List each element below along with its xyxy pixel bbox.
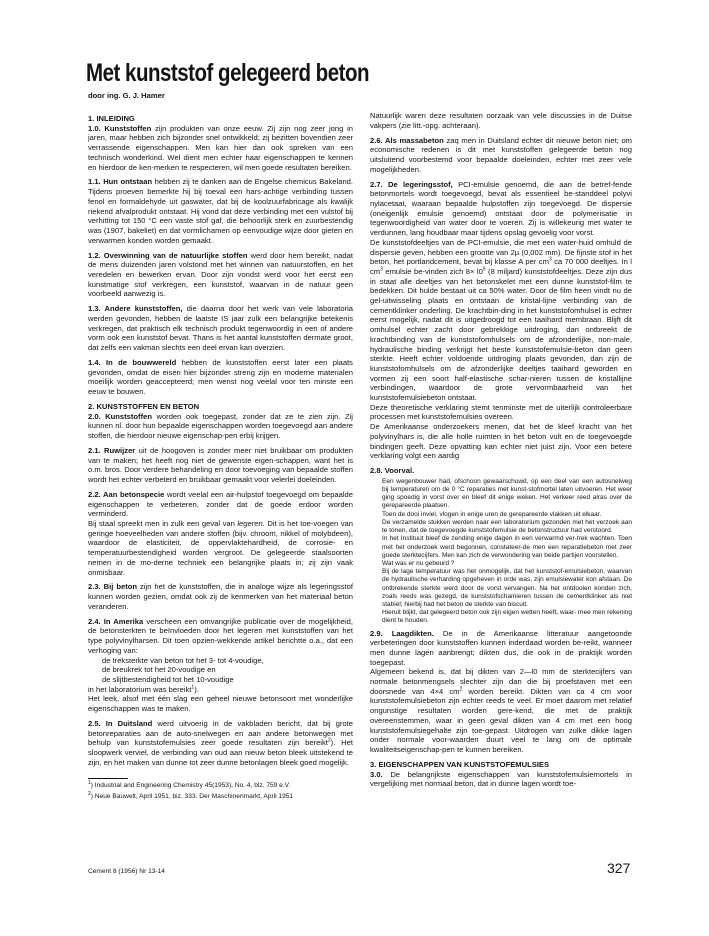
paragraph-lead: 2.8. Voorval. [370,466,415,476]
section-heading-1: 1. INLEIDING [88,114,135,123]
paragraph-lead: 2.2. Aan betonspecie [88,489,165,499]
article-author: door ing. G. J. Hamer [88,91,165,100]
right-column [370,111,632,789]
footnote-number: 1 [88,780,91,787]
paragraph-text: worden bereikt. Dikten van ca 4 cm voor kunststofemulsiebeton zijn echter reeds te veel. Er moet daarom met relatief ongunstige resultaten worden gere-kend, die met de praktijk overeenstemmen, waar in geen geval dikten van 4 cm met een hoog kunststofemulsiegehalte zijn toe-gepast. Uitdrogen van zulke dikke lagen onder normale voor-waarden duurt veel te lang om de optimale kwaliteitseigenschap-pen te kunnen bereiken. [370,686,633,754]
paragraph-2-7 [370,180,632,238]
paragraph-lead: 2.0. Kunststoffen [88,411,152,421]
paragraph-text: PCI-emulsie genoemd, die aan de betref-fende betonmortels wordt toegevoegd, bevat als essentieel be-standdeel polyvi nylacetaat, waaraan bepaalde hulpstoffen zijn toegevoegd. De dispersie (oneigenlijk emulsie genoemd) ontstaat door de polymerisatie in tegenwoordigheid van water door te voeren. Zij is willekeurig met water te verdunnen, lang houdbaar maar tijdens opslag gevoelig voor vorst. [370,179,632,238]
paragraph-lead: 2.7. De legeringsstof, [370,179,453,189]
paragraph-2-9 [370,629,632,668]
footnote-number: 2 [88,791,91,798]
journal-citation: Cement 8 (1956) Nr 13-14 [88,868,165,875]
anecdote-line: Toen de dooi inviel, vlogen in enige uren de gerepareerde vlakken uit elkaar. [382,510,602,518]
paragraph-lead: 2.3. Bij beton [88,582,138,592]
paragraph-text: emulsie be-vinden zich 8× l0 [382,266,483,276]
paragraph-text: ). [194,684,199,694]
superscript: 2 [459,686,463,693]
list-item: de treksterkte van beton tot het 3- tot 4-voudige, [102,655,264,665]
paragraph-lead: 1.3. Andere kunststoffen, [88,304,183,314]
paragraph-text: De in de Amerikaanse litteratuur aangetoonde verbeteringen door kunststoffen kunnen inderdaad worden be-reikt, wanneer men dunne lagen aanbrengt; dikten dus, die ook in de praktijk worden toegepast. [370,628,632,667]
paragraph-2-1 [88,446,353,485]
footnote-text: ) Industrial and Engineering Chemistry 45(1953), No. 4, blz. 759 e.V. [90,782,291,790]
superscript: 9 [482,266,486,273]
paragraph-2-8 [370,466,632,476]
emphasis-text: legeren. [237,519,265,529]
paragraph-text: (8 miljard) kunststofdeeltjes. Deze zijn dus in staat alle deeltjes van het betonskelet met een dunne kunststof-film te bedekken. Dit hulde bestaat uit ca 50% water. Door de film heen vindt nu de gel-uitwisseling plaats en ontstaan de kristal-lijne verbinding van de cementklinker onderling. De krachtbin-ding in het kunststofomhulsel is echter eerst mogelijk, nadat dit is uitgedroogd tot een taaihard membraan. Blijft dit omhulsel echter zacht door gebrekkige uitdroging, dan ontbreekt de krachtbinding van de kunststofomhulsels om de afzonderlijke, non-male, hydraulische binding verkrijgt het beste kunststofemulsie-beton dan geen sterkte. Heeft echter voldoende uitdroging plaats gevonden, dan zijn de kunststofomhulsels om de afzonderlijke deeltjes taaihard geworden en vormen zij een soort half-elastische schar-nieren tussen de kristallijne verbindingen, waardoor de grote vervormbaarheid van het kunststofemulsiebeton ontstaat. [370,266,633,403]
footnote-text: ) Neue Bauwelt, April 1951, biz. 333. Der Maschinenmarkt, April 1951 [90,793,294,801]
paragraph-lead: 2.9. Laagdikten. [370,628,434,638]
paragraph-text: Dit is het toe-voegen van geringe hoeveelheden van andere stoffen (bijv. chroom, nikkel of molybdeen), waardoor de elasticiteit, de oppervlaktehardheid, de corrosie- en temperatuurbestendigheid worden vergroot. De gelegeerde staalsoorten nemen in de mo-derne techniek een belangrijke plaats in; zij zijn vaak onmisbaar. [88,519,353,577]
article-title: Met kunststof gelegeerd beton [86,59,370,87]
paragraph-2-7-c: Deze theoretische verklaring stemt tenminste met de uiterlijk controleerbare processen met kunststofemulsies overeen. [370,402,632,422]
paragraph-text: uit de hoogoven is zonder meer niet bruikbaar om produkten van te maken; het heeft nog niet de gewenste eigen-schappen, want het is o.m. bros. Door verdere behandeling en door toevoeging van bepaalde stoffen wordt het echter verbeterd en bruikbaar gemaakt voor velerlei doeleinden. [88,445,353,485]
paragraph-text: verscheen een omvangrijke publicatie over de mogelijkheid, de betonsterkten te beïnvloeden door het legeren met kunststoffen van het type polyvinylharsen. Dit toen opzien-wekkende artikel berichtte o.a., dat een verhoging van: [88,616,353,655]
paragraph-lead: 1.0. Kunststoffen [88,123,152,133]
paragraph-2-2 [88,490,353,519]
footnote-2 [88,792,353,801]
paragraph-text: zijn produkten van onze eeuw. Zij zijn nog zeer jong in jaren, maar hebben zich bijzonder snel ontwikkeld; zij bezitten bovendien zeer verrassende eigenschappen. Men kan hier dan ook spreken van een technisch wonderkind. Wel dient men echter haar eigenschappen te kennen en hierdoor de ken-merken te respecteren, wil men goede resultaten bereiken. [88,123,353,172]
list-item: de breukrek tot het 20-voudige en [102,665,216,675]
paragraph-text: Algemeen bekend is, dat bij dikten van 2—l0 mm de sterktecijfers van normale betonmengsels slechter zijn dan die bij proefstaven met een doorsnede van 4×4 cm [370,667,632,696]
paragraph-lead: 1.1. Hun ontstaan [88,177,153,187]
anecdote-line: Bij de lage temperatuur was het onmogelijk, dat het kunststof-emulsiebeton, waarvan de hydraulische verharding opgeheven in orde was, zijn emulsiewater kon afstaan. De ontbrekende sterkte werd door de vorst vervangen. Na het ontdooien konden zich, zoals reeds was gezegd, de kunststofschamieren tussen de cementklinker als niet stabiel; hierbij had het beton de sterkte van biscuit. [382,568,632,608]
paragraph-lead: 2.4. In Amerika [88,616,144,626]
paragraph-text: wordt veelal een air-hulpstof toegevoegd om bepaalde eigenschappen te verbeteren, zonder dat de goede erdoor worden verminderd. [88,489,354,519]
paragraph-text: hebben zij te danken aan de Engelse chemicus Bakeland. Tijdens proeven bemerkte hij bij toeval een hars-achtige verbinding tussen fenol en formaldehyde uit gaswater, dat bij de koolzuurfabricage als kwalijk riekend afvalprodukt ontstaat. Hij vond dat deze verbinding met een vulstof bij verhitting tot 150 °C een vaste stof gaf, die behoorlijk sterk en zuurbestendig was (1907, bakeliet) en dat vormlichamen op eenvoudige wijze door gieten en verwarmen konden worden gemaakt. [88,177,353,245]
paragraph-text: werd door hem bereikt, nadat de mens duizenden jaren volstond met het winnen van natuurstoffen, en het veredelen en bewerken ervan. Door zijn vondst werd voor het eerst een kunstmatige stof verkregen, een kunststof, waarvan in de natuur geen voorbeeld aanwezig is. [88,250,353,299]
paragraph-2-0 [88,412,353,441]
left-column [88,111,353,803]
anecdote-line: De verzamelde stukken werden naar een laboratorium gezonden met het verzoek aan te tonen, dat de toegevoegde kunststofemulsie de betonstructuur had verstoord. [382,518,632,535]
footnote-1 [88,781,353,790]
paragraph-lead: 2.1. Ruwijzer [88,445,136,455]
anecdote-line: In het Instituut bleef de zending enige dagen in een verwarmd ver-trek wachten. Toen met het onderzoek werd begonnen, constateer-de men een reparatiebeton met zeer goede sterktecijfers. Men kan zich de verwondering van beide partijen voorstellen. [382,535,632,559]
paragraph-lead: 2.6. Als massabeton [370,135,444,145]
paragraph-text: ). Het sloopwerk verviel, de verbinding van oud aan nieuw beton bleek uitstekend te zijn, en het maken van dunne tot zeer dunne betonlagen bleek goed mogelijk. [88,738,353,767]
paragraph-text: De kunststofdeeltjes van de PCI-emulsie, die met een water-huid omhuld de dispersie geven, hebben een grootte van 2µ (0,002 mm). De fijnste stof in het beton, het portlandcement, bevat bij klasse A per cm [370,237,632,267]
paragraph-1-1 [88,177,353,245]
paragraph-1-4 [88,358,353,397]
paragraph-text: ca 70 000 deeltjes. In l cm [370,257,632,276]
paragraph-2-2-legeren [88,519,353,577]
anecdote-line: Wat was er nu gebeurd ? [382,559,455,567]
section-heading-2: 2. KUNSTSTOFFEN EN BETON [88,401,200,411]
paragraph-text: in het laboratorium was bereikt [88,684,192,694]
paragraph-1-0 [88,124,353,173]
paragraph-2-3 [88,582,353,611]
footnote-rule [88,778,128,779]
paragraph-2-7-d: De Amerikaanse onderzoekers menen, dat het de kleef kracht van het polyvinylhars is, die alle holle ruimten in het beton vult en de toegevoegde bindingen geeft. Deze opvatting kan echter niet juist zijn. Voor een betere verklaring volgt een aardig [370,422,632,461]
paragraph-2-7-b [370,238,632,403]
anecdote-line: Hieruit blijkt, dat gelegeerd beton ook zijn eigen wetten heeft, waar- mee men rekening dient te houden. [382,609,632,625]
paragraph-1-2 [88,251,353,300]
superscript: 3 [548,256,552,263]
list-item: de slijtbestendigheid tot het 10-voudige [102,674,234,684]
paragraph-2-4-tail [88,685,353,695]
section-heading-3: 3. EIGENSCHAPPEN VAN KUNSTSTOFEMULSIES [370,759,550,769]
paragraph-text: Bij staal spreekt men in zulk een geval van [88,519,238,529]
superscript: 3 [380,266,383,273]
paragraph-text: hebben de kunststoffen eerst later een plaats gevonden, omdat de eisen hier bijzonder streng zijn en moderne materialen moeilijk worden geaccepteerd; men wenst nog veelal voor ten minste een eeuw te bouwen. [88,357,353,397]
paragraph-text: worden ook toegepast, zonder dat ze te zien zijn. Zij kunnen nl. door hun bepaalde eigenschappen worden toegevoegd aan andere stoffen, die hierdoor nieuwe eigenschap-pen erbij krijgen. [88,411,353,441]
paragraph-lead: 2.5. In Duitsland [88,718,153,728]
paragraph-text: zaq men in Duitsland echter dit nieuwe beton niet; om economische redenen is dit met kunststoffen gelegeerde beton nog uitsluitend voorbestemd voor bepaalde doeleinden, echter met zeer vele mogelijkheden. [370,135,633,174]
paragraph-lead: 1.4. In de bouwwereld [88,357,177,367]
paragraph-2-9-b [370,667,632,754]
paragraph-3-0 [370,770,632,789]
paragraph-2-4 [88,617,353,656]
paragraph-2-6 [370,136,632,175]
footnote-ref: 2 [327,737,331,744]
anecdote-block [370,478,632,626]
paragraph-text: werd uitvoerig in de vakbladen bericht, dat bij grote betonreparaties aan de auto-snelwegen en aan andere betonwegen met behulp van kunststofemulsies zeer goede resultaten zijn bereikt [88,718,353,748]
paragraph-2-5-cont: Natuurlijk waren deze resultaten oorzaak van vele discussies in de Duitse vakpers (zie litt.-opg. achteraan). [370,111,632,130]
paragraph-lead: 1.2. Overwinning van de natuurlijke stoffen [88,250,248,260]
paragraph-2-4-end: Het leek, alsof met één slag een geheel nieuwe betonsoort met wonderlijke eigenschappen was te maken. [88,694,353,714]
footnote-ref: 1 [191,684,195,691]
paragraph-lead: 3.0. [370,769,383,779]
paragraph-text: die daarna door het werk van vele laboratoria werden gevonden, hebben de laatste IS jaar zulk een belangrijke betekenis verkregen, dat praktisch elk technisch produkt tegenwoordig in een of andere vorm ook een kunststof bevat. Thans is het aantal kunststoffen dermate groot, dat zelfs een vakman slechts een deel ervan kan overzien. [88,304,353,353]
page-number: 327 [607,860,631,876]
paragraph-2-5 [88,719,353,768]
anecdote-line: Een wegenbouwer had, ofschoon gewaarschuwd, op een deel van een autosnelweg bij temperaturen om de 0 °C reparaties met kunst-stofmortel laten uitvoeren. Het weer ging spoedig in vorst over en bleef dit enige weken. Het verkeer reed alras over de gerepareerde plaatsen. [382,477,632,510]
paragraph-text: De belangrijkste eigenschappen van kunststofemulsiemortels in vergelijking met normaal beton, dat in dunne lagen wordt toe- [370,769,632,789]
paragraph-1-3 [88,304,353,353]
paragraph-text: zijn het de kunststoffen, die in analoge wijze als legeringsstof kunnen worden gezien, omdat ook zij de kenmerken van het materiaal beton veranderen. [88,582,353,611]
